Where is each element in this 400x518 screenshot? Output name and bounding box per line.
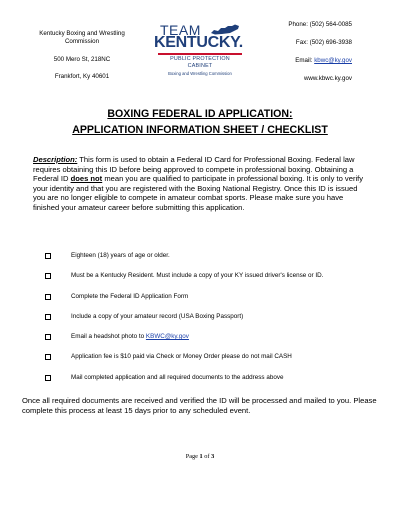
checklist-item: [45, 353, 365, 373]
email-row: [288, 57, 352, 65]
checkbox[interactable]: [45, 273, 51, 279]
commission-address-block: [22, 30, 142, 82]
checklist-item-text: Eighteen (18) years of age or older.: [71, 252, 170, 259]
current-page: 1: [199, 453, 203, 460]
total-pages: 3: [211, 453, 215, 460]
page-number: Page 1 of 3: [185, 453, 215, 460]
checkbox[interactable]: [45, 354, 51, 360]
requirements-checklist: [45, 252, 365, 394]
checklist-item: [45, 333, 365, 353]
checklist-item: [45, 272, 365, 292]
org-name-line2: Commission: [64, 38, 100, 46]
checkbox[interactable]: [45, 294, 51, 300]
description-emphasis: does not: [70, 174, 103, 184]
checkbox[interactable]: [45, 253, 51, 259]
logo-divider: [158, 53, 242, 55]
checkbox[interactable]: [45, 334, 51, 340]
fax-number: Fax: (502) 696-3938: [295, 39, 352, 46]
phone-number: Phone: (502) 564-0085: [288, 21, 352, 28]
logo-kentucky-text: KENTUCKY.: [154, 34, 243, 51]
checklist-item-text: Must be a Kentucky Resident. Must include a copy of your KY issued driver's license or ID.: [71, 272, 324, 280]
team-kentucky-logo: [154, 22, 246, 84]
closing-paragraph: Once all required documents are received and verified the ID will be processed and mailed to you. Please complete this process at least 15 days prior to any scheduled event.: [22, 396, 377, 415]
logo-commission-line: Boxing and Wrestling Commission: [168, 71, 232, 76]
logo-team-text: TEAM: [160, 22, 201, 38]
description-text-2: mean you are qualified to participate in professional boxing. It is only to verify your identity and that you are registered with the Boxing National Registry. Once this ID is issued you are no longer eligible to compete in amateur combat sports. Please make sure you have finished your amateur career before submitting this application.: [33, 174, 364, 212]
email-label: Email:: [295, 57, 315, 64]
contact-block: [288, 21, 352, 93]
logo-cabinet-line1: PUBLIC PROTECTION: [170, 56, 230, 62]
checklist-item-text: Application fee is $10 paid via Check or Money Order please do not mail CASH: [71, 353, 292, 361]
website-url: www.kbwc.ky.gov: [303, 75, 352, 82]
headshot-email-link[interactable]: KBWC@ky.gov: [145, 333, 189, 341]
checklist-item: [45, 313, 365, 333]
checklist-item: [45, 293, 365, 313]
description-label: Description:: [33, 155, 78, 164]
logo-cabinet-line2: CABINET: [187, 63, 213, 69]
address-line1: 500 Mero St, 218NC: [53, 55, 111, 63]
checkbox[interactable]: [45, 314, 51, 320]
description-text-1: This form is used to obtain a Federal ID Card for Professional Boxing. Federal law requires obtaining this ID before being approved to compete in professional boxing. Obtaining a Federal ID: [33, 155, 355, 184]
org-name-line1: Kentucky Boxing and Wrestling: [39, 30, 125, 37]
checklist-item-text: Mail completed application and all required documents to the address above: [71, 373, 284, 381]
checkbox[interactable]: [45, 375, 51, 381]
checklist-item: [45, 252, 365, 272]
document-title: BOXING FEDERAL ID APPLICATION:: [107, 108, 293, 120]
checklist-item-text: Complete the Federal ID Application Form: [71, 292, 189, 300]
document-subtitle: APPLICATION INFORMATION SHEET / CHECKLIST: [72, 124, 328, 136]
email-link[interactable]: kbwc@ky.gov: [314, 57, 352, 64]
checklist-item-text: Email a headshot photo to KBWC@ky.gov: [71, 333, 189, 341]
checklist-item-text: Include a copy of your amateur record (USA Boxing Passport): [71, 312, 244, 320]
description-paragraph: [33, 155, 368, 213]
checklist-item: [45, 374, 365, 394]
address-line2: Frankfort, Ky 40601: [54, 73, 110, 81]
